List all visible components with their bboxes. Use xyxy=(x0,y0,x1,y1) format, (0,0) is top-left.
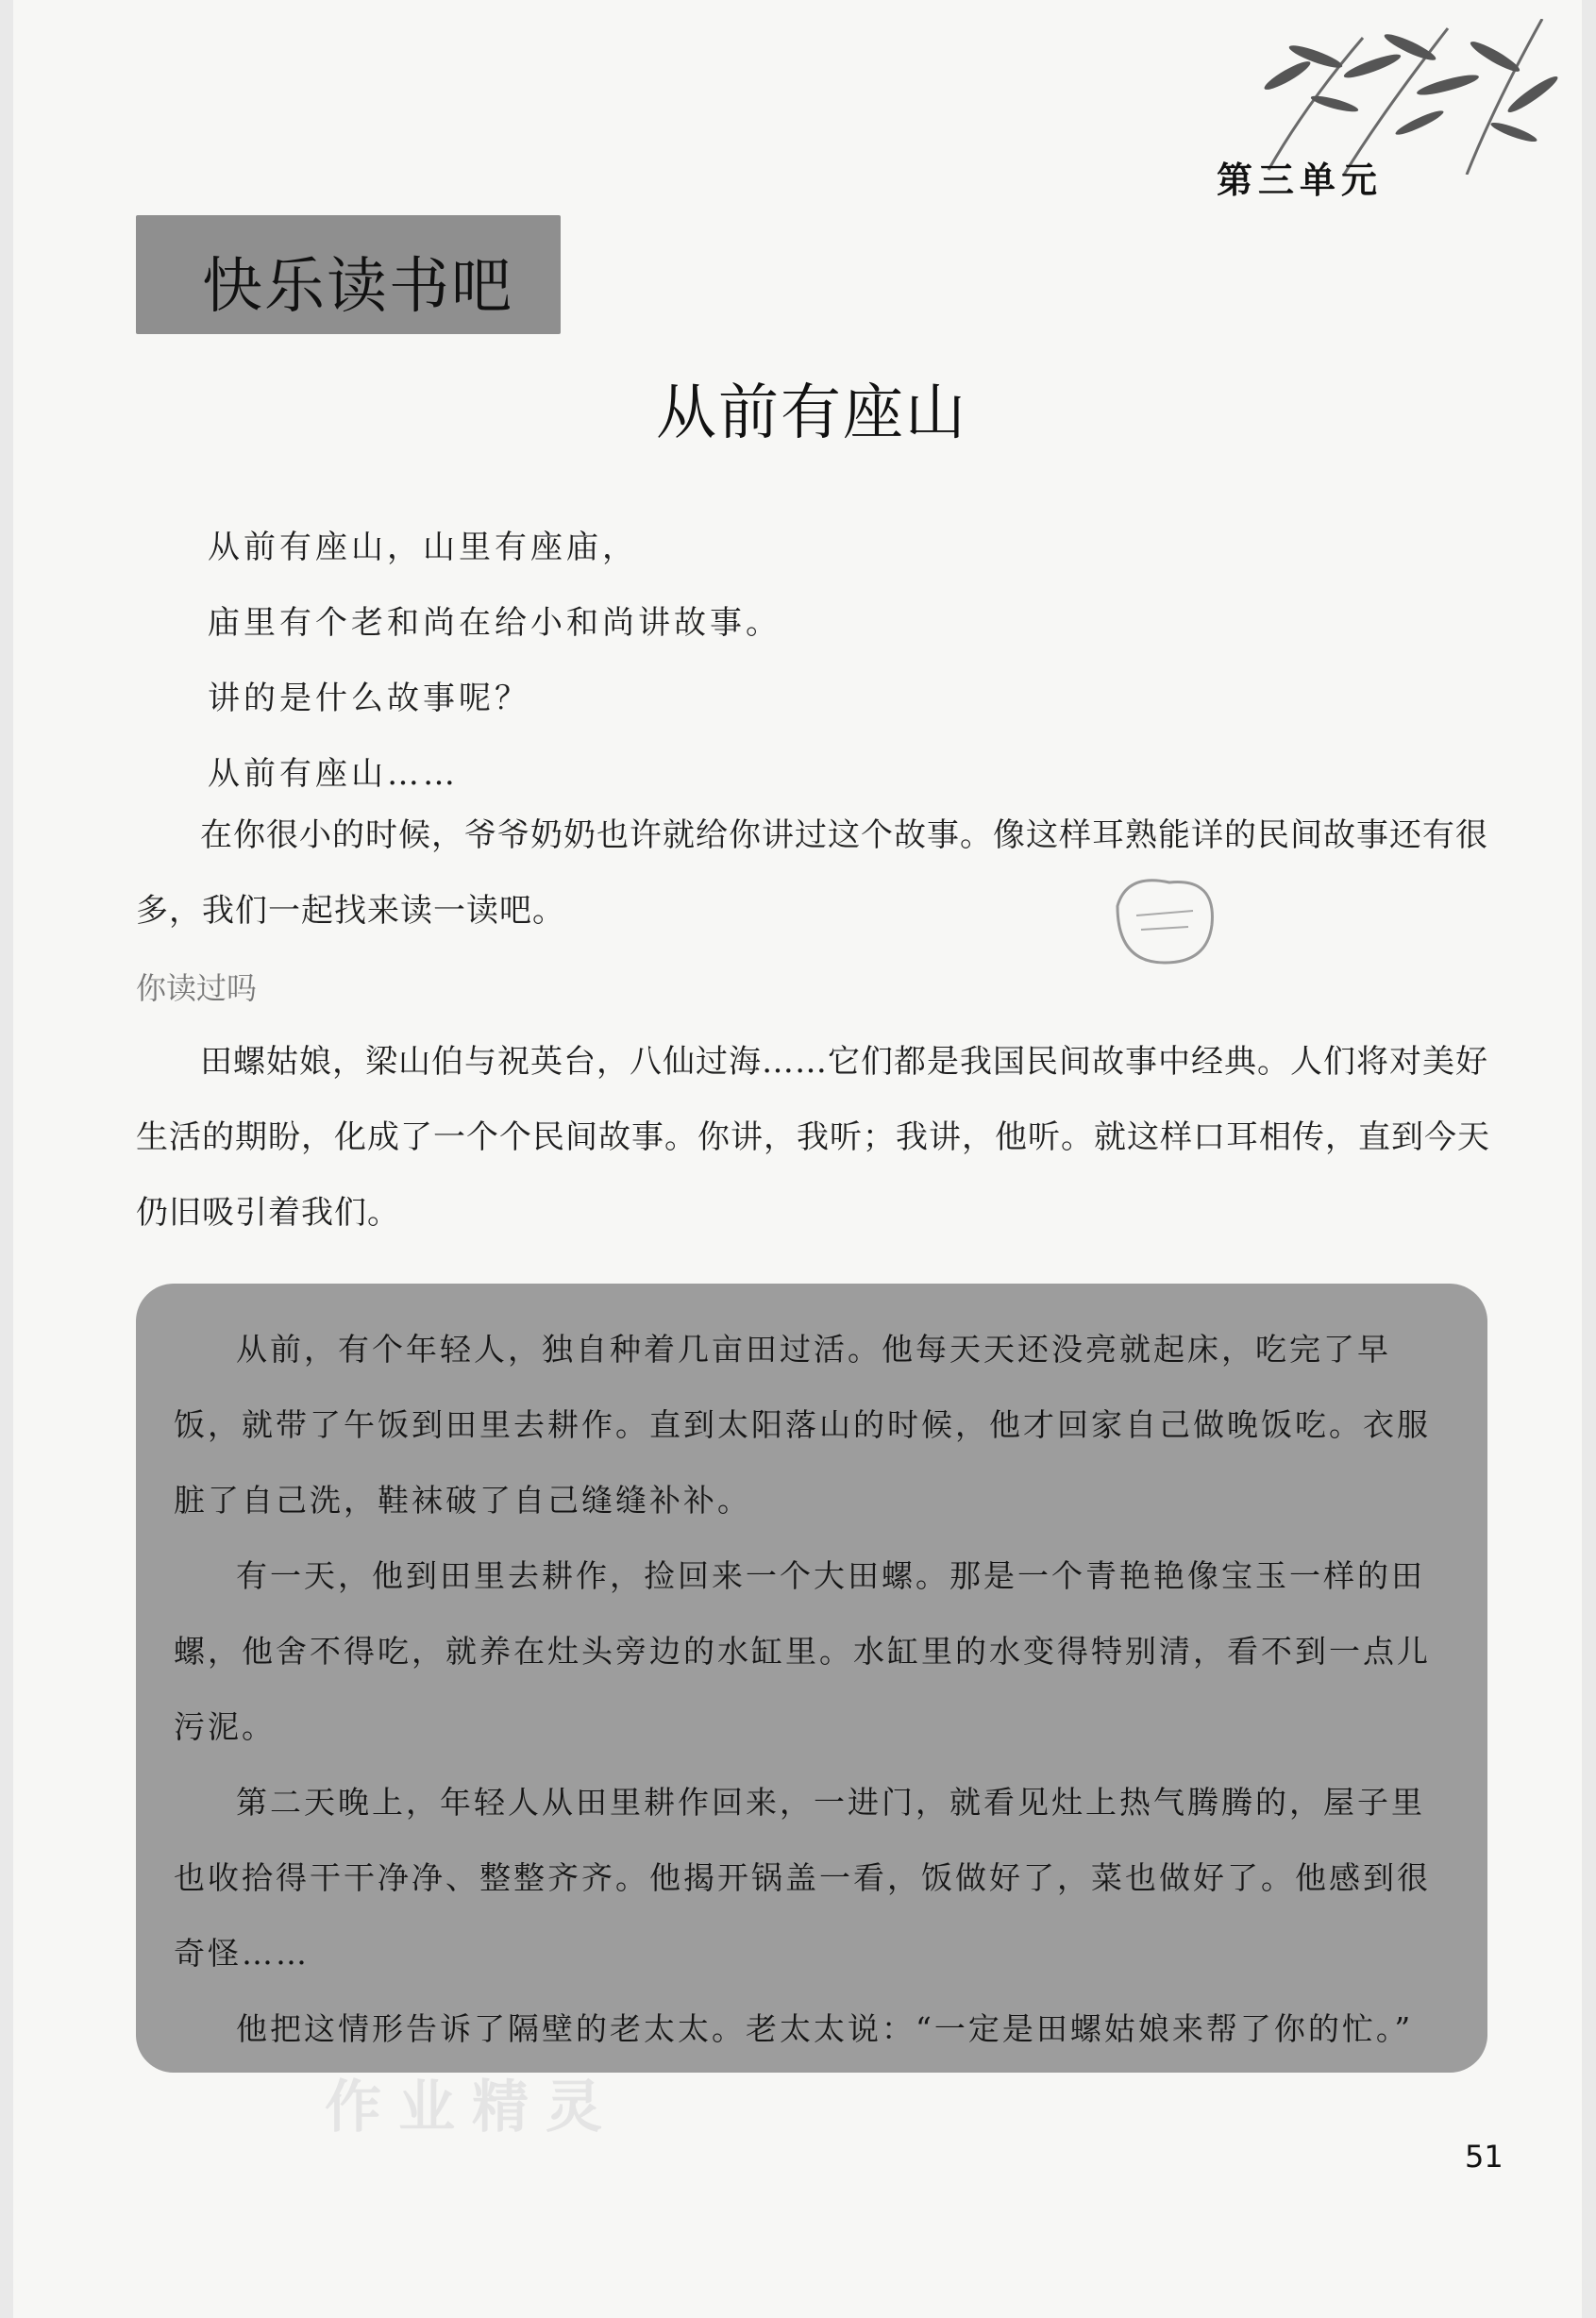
poem-line: 从前有座山…… xyxy=(208,755,459,793)
poem-line: 庙里有个老和尚在给小和尚讲故事。 xyxy=(208,604,781,642)
story-paragraph: 他把这情形告诉了隔壁的老太太。老太太说：“一定是田螺姑娘来帮了你的忙。” xyxy=(236,2010,1414,2047)
poem-line: 讲的是什么故事呢？ xyxy=(208,680,530,717)
watermark: 作业精灵 xyxy=(325,2074,619,2141)
page-number: 51 xyxy=(1465,2139,1504,2175)
stamp-icon xyxy=(1099,868,1231,972)
body-paragraph xyxy=(136,1024,1495,1251)
section-banner-text: 快乐读书吧 xyxy=(202,252,513,322)
poem xyxy=(208,510,781,812)
poem-line: 从前有座山，山里有座庙， xyxy=(208,529,638,566)
intro-paragraph xyxy=(136,798,1495,949)
story-paragraph: 有一天，他到田里去耕作，捡回来一个大田螺。那是一个青艳艳像宝玉一样的田螺，他舍不得吃，就养在灶头旁边的水缸里。水缸里的水变得特别清，看不到一点儿污泥。 xyxy=(174,1557,1431,1745)
story-box xyxy=(136,1284,1487,2073)
book-page xyxy=(13,0,1582,2318)
section-banner xyxy=(136,215,561,334)
article-title: 从前有座山 xyxy=(656,378,967,448)
story-paragraph: 第二天晚上，年轻人从田里耕作回来，一进门，就看见灶上热气腾腾的，屋子里也收拾得干干净净、整整齐齐。他揭开锅盖一看，饭做好了，菜也做好了。他感到很奇怪…… xyxy=(174,1784,1431,1972)
intro-text: 在你很小的时候，爷爷奶奶也许就给你讲过这个故事。像这样耳熟能详的民间故事还有很多，我们一起找来读一读吧。 xyxy=(136,816,1488,930)
story-text xyxy=(174,1312,1457,2067)
story-paragraph: 从前，有个年轻人，独自种着几亩田过活。他每天天还没亮就起床，吃完了早饭，就带了午饭到田里去耕作。直到太阳落山的时候，他才回家自己做晚饭吃。衣服脏了自己洗，鞋袜破了自己缝缝补补。 xyxy=(174,1331,1431,1519)
subheading: 你读过吗 xyxy=(136,970,258,1006)
body-text: 田螺姑娘，梁山伯与祝英台，八仙过海……它们都是我国民间故事中经典。人们将对美好生活的期盼，化成了一个个民间故事。你讲，我听；我讲，他听。就这样口耳相传，直到今天仍旧吸引着我们。 xyxy=(136,1043,1490,1232)
unit-label: 第三单元 xyxy=(1217,160,1384,201)
